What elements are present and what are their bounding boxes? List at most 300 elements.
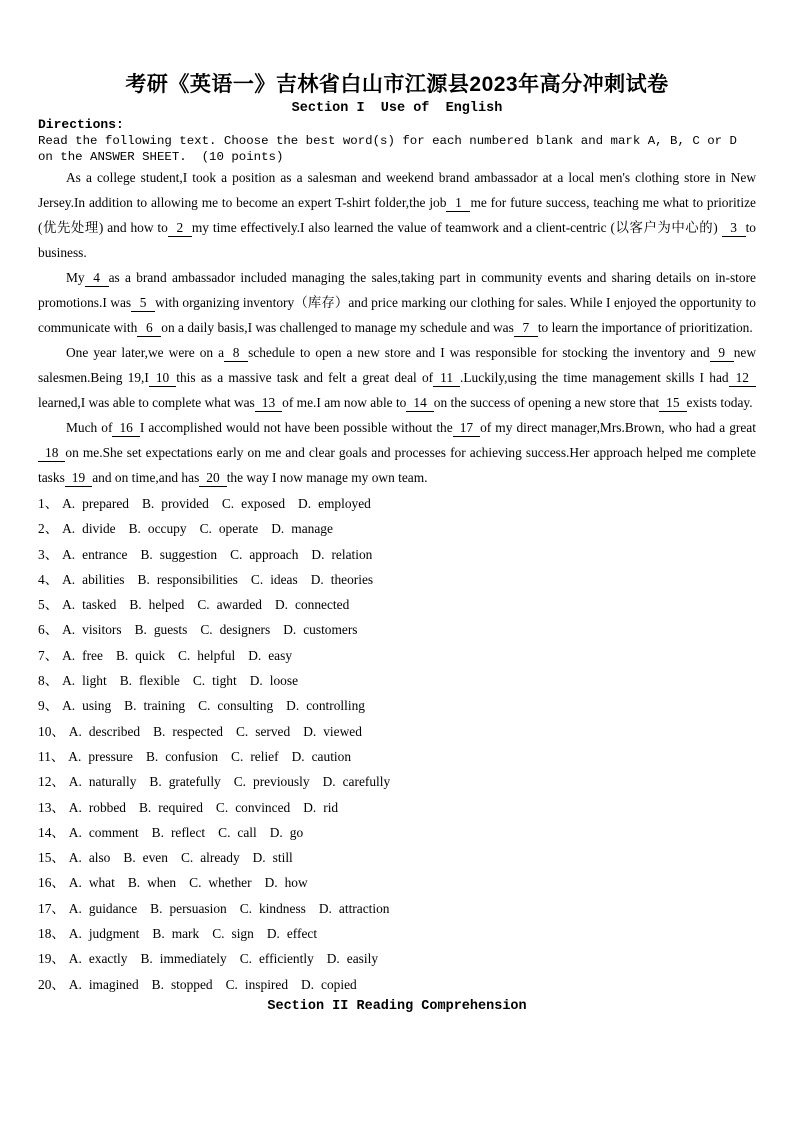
question-row bbox=[38, 972, 756, 997]
option bbox=[200, 622, 270, 637]
option bbox=[270, 825, 303, 840]
option-text: easy bbox=[268, 647, 293, 663]
option bbox=[124, 698, 185, 713]
option-letter: D. bbox=[286, 698, 300, 714]
option-text: viewed bbox=[323, 723, 362, 739]
option-text: still bbox=[272, 850, 293, 866]
option bbox=[62, 597, 116, 612]
option-letter: A. bbox=[68, 799, 82, 815]
blank-13: 13 bbox=[255, 394, 282, 412]
option bbox=[327, 951, 378, 966]
blank-14: 14 bbox=[406, 394, 433, 412]
option bbox=[135, 622, 188, 637]
option bbox=[218, 825, 257, 840]
option-text: divide bbox=[82, 521, 116, 537]
option-letter: C. bbox=[177, 647, 191, 663]
option-text: free bbox=[82, 647, 103, 663]
option-text: previously bbox=[253, 774, 310, 790]
blank-2: 2 bbox=[168, 219, 192, 237]
option bbox=[149, 774, 220, 789]
option-letter: B. bbox=[119, 673, 132, 689]
question-number: 13、 bbox=[38, 799, 65, 815]
blank-4: 4 bbox=[85, 269, 109, 287]
passage-paragraph: Much of 16 I accomplished would not have been possible without the 17 of my direct manager,Mrs.Brown, who had a great18 on me.She set expectations early on me and clear goals and processes for achieving success.Her approach helped me complete tasks 19 and on time,and has 20 the way I now manage my own team. bbox=[38, 420, 756, 485]
question-row bbox=[38, 870, 756, 895]
option bbox=[62, 698, 111, 713]
blank-1: 1 bbox=[446, 194, 470, 212]
option-text: also bbox=[88, 850, 111, 866]
option bbox=[68, 749, 133, 764]
option-letter: D. bbox=[271, 521, 285, 537]
option-text: relief bbox=[250, 748, 279, 764]
option-text: training bbox=[143, 698, 186, 714]
option bbox=[178, 648, 235, 663]
blank-8: 8 bbox=[224, 344, 248, 362]
option bbox=[69, 825, 139, 840]
option-letter: B. bbox=[134, 622, 147, 638]
question-number: 18、 bbox=[38, 926, 65, 942]
option-text: described bbox=[88, 723, 141, 739]
option-letter: A. bbox=[68, 748, 82, 764]
option-letter: B. bbox=[145, 748, 159, 764]
option bbox=[140, 951, 226, 966]
option-text: stopped bbox=[170, 976, 213, 992]
option-letter: D. bbox=[303, 723, 317, 739]
question-number: 9、 bbox=[38, 698, 59, 714]
option-text: prepared bbox=[82, 496, 129, 511]
option-letter: B. bbox=[129, 597, 142, 613]
option-text: what bbox=[88, 875, 115, 891]
option-letter: D. bbox=[303, 799, 317, 815]
blank-20: 20 bbox=[199, 469, 226, 487]
option-text: required bbox=[158, 799, 203, 815]
question-number: 12、 bbox=[38, 774, 65, 790]
option-text: pressure bbox=[88, 748, 133, 764]
blank-10: 10 bbox=[149, 369, 176, 387]
blank-9: 9 bbox=[710, 344, 734, 362]
option-text: exposed bbox=[241, 496, 286, 511]
option-text: ideas bbox=[270, 571, 298, 587]
option-text: guidance bbox=[88, 900, 138, 916]
option bbox=[123, 850, 168, 865]
option bbox=[193, 673, 237, 688]
option bbox=[128, 875, 176, 890]
option-text: gratefully bbox=[168, 774, 221, 790]
option-letter: A. bbox=[68, 824, 82, 840]
option-letter: B. bbox=[140, 951, 153, 967]
option bbox=[319, 901, 390, 916]
option bbox=[212, 926, 254, 941]
question-row bbox=[38, 719, 756, 744]
option bbox=[292, 749, 351, 764]
option-text: immediately bbox=[159, 951, 227, 967]
option-letter: B. bbox=[128, 521, 141, 537]
option-letter: A. bbox=[62, 673, 76, 689]
option-text: suggestion bbox=[159, 546, 218, 562]
option-text: quick bbox=[135, 647, 165, 663]
option-letter: A. bbox=[62, 571, 76, 587]
question-number: 7、 bbox=[38, 647, 59, 663]
option-letter: D. bbox=[264, 875, 278, 891]
option bbox=[69, 850, 111, 865]
option bbox=[138, 572, 238, 587]
option-letter: C. bbox=[200, 622, 213, 638]
option-text: how bbox=[284, 875, 308, 891]
option-letter: D. bbox=[301, 976, 315, 992]
option-letter: D. bbox=[318, 900, 332, 916]
option-letter: D. bbox=[298, 496, 312, 511]
option-letter: B. bbox=[150, 900, 163, 916]
option bbox=[236, 724, 290, 739]
option-text: entrance bbox=[82, 546, 128, 562]
option-letter: B. bbox=[127, 875, 141, 891]
option-letter: C. bbox=[192, 673, 206, 689]
option bbox=[153, 724, 223, 739]
option bbox=[251, 572, 298, 587]
option-text: theories bbox=[330, 571, 374, 587]
option bbox=[152, 825, 205, 840]
blank-18: 18 bbox=[38, 444, 65, 462]
option bbox=[69, 875, 115, 890]
option-text: occupy bbox=[147, 521, 187, 537]
blank-5: 5 bbox=[131, 294, 155, 312]
question-row bbox=[38, 516, 756, 541]
option-letter: A. bbox=[62, 647, 76, 663]
option-letter: A. bbox=[68, 976, 82, 992]
question-row bbox=[38, 820, 756, 845]
option-text: consulting bbox=[217, 698, 274, 714]
option-letter: C. bbox=[215, 799, 229, 815]
option bbox=[69, 724, 140, 739]
option bbox=[129, 521, 187, 536]
option-text: sign bbox=[231, 926, 254, 942]
option-text: controlling bbox=[306, 698, 365, 714]
option bbox=[62, 622, 121, 637]
option-letter: A. bbox=[68, 774, 82, 790]
option bbox=[62, 547, 127, 562]
option-letter: A. bbox=[62, 521, 76, 537]
option bbox=[267, 926, 317, 941]
option-text: using bbox=[82, 698, 112, 714]
question-number: 8、 bbox=[38, 673, 59, 689]
option bbox=[62, 572, 124, 587]
option bbox=[116, 648, 165, 663]
option-text: connected bbox=[295, 597, 350, 613]
option-letter: C. bbox=[199, 521, 212, 537]
directions-text: Read the following text. Choose the best word(s) for each numbered blank and mark A, B, C or D on the ANSWER SHEET. (10 points) bbox=[38, 134, 745, 164]
question-number: 20、 bbox=[38, 976, 65, 992]
section2-heading: Section II Reading Comprehension bbox=[267, 998, 527, 1014]
option-text: mark bbox=[171, 926, 200, 942]
option bbox=[216, 800, 290, 815]
option-text: loose bbox=[269, 673, 299, 689]
option-text: inspired bbox=[244, 976, 289, 992]
question-list bbox=[38, 491, 756, 997]
option-letter: B. bbox=[139, 799, 152, 815]
passage-paragraph: One year later,we were on a 8 schedule to open a new store and I was responsible for stocking the inventory and 9 new salesmen.Being 19,I 10 this as a massive task and felt a great deal of 11 .Luckily,using the time management skills I had 12learned,I was able to complete what was 13 of me.I am now able to 14 on the success of opening a new store that 15 exists today. bbox=[38, 345, 756, 410]
option bbox=[311, 547, 372, 562]
option-text: easily bbox=[346, 951, 379, 967]
option-letter: B. bbox=[151, 824, 164, 840]
option-letter: C. bbox=[221, 496, 235, 511]
option-text: helpful bbox=[197, 647, 236, 663]
option bbox=[283, 622, 357, 637]
option-text: guests bbox=[153, 622, 188, 638]
blank-6: 6 bbox=[137, 319, 161, 337]
option bbox=[140, 547, 217, 562]
option-letter: B. bbox=[137, 571, 150, 587]
question-row bbox=[38, 921, 756, 946]
option-letter: C. bbox=[212, 926, 225, 942]
option-text: caution bbox=[311, 748, 352, 764]
question-number: 5、 bbox=[38, 597, 59, 613]
option bbox=[240, 951, 314, 966]
question-row bbox=[38, 592, 756, 617]
option-text: efficiently bbox=[258, 951, 314, 967]
option-letter: D. bbox=[310, 571, 324, 587]
question-number: 3、 bbox=[38, 546, 59, 562]
option bbox=[298, 496, 371, 511]
option-letter: A. bbox=[68, 850, 82, 866]
option-letter: C. bbox=[198, 698, 211, 714]
option-text: call bbox=[237, 824, 257, 840]
option bbox=[62, 521, 116, 536]
option bbox=[248, 648, 292, 663]
option-text: imagined bbox=[88, 976, 139, 992]
option-text: relation bbox=[331, 546, 373, 562]
option-text: flexible bbox=[138, 673, 180, 689]
option-text: operate bbox=[218, 521, 259, 537]
directions-label: Directions: bbox=[38, 117, 124, 132]
option bbox=[129, 597, 184, 612]
question-row bbox=[38, 617, 756, 642]
option-text: exactly bbox=[88, 951, 128, 967]
page-title: 考研《英语一》吉林省白山市江源县2023年高分冲刺试卷 bbox=[125, 73, 669, 96]
option bbox=[311, 572, 373, 587]
blank-16: 16 bbox=[112, 419, 139, 437]
option bbox=[152, 977, 213, 992]
question-row bbox=[38, 769, 756, 794]
option-letter: C. bbox=[230, 546, 243, 562]
option bbox=[69, 951, 128, 966]
option bbox=[120, 673, 180, 688]
option-text: employed bbox=[318, 496, 371, 511]
option-letter: B. bbox=[124, 698, 137, 714]
question-number: 17、 bbox=[38, 900, 65, 916]
blank-17: 17 bbox=[453, 419, 480, 437]
option-text: tasked bbox=[82, 597, 117, 613]
passage-paragraph: My 4 as a brand ambassador included managing the sales,taking part in community events and sharing details on in-store promotions.I was 5 with organizing inventory（库存）and price marking our clothing for sales. While I enjoyed the opportunity to communicate with 6 on a daily basis,I was challenged to manage my schedule and was 7 to learn the importance of prioritization. bbox=[38, 270, 757, 335]
option-letter: C. bbox=[225, 976, 238, 992]
option-letter: B. bbox=[149, 774, 162, 790]
question-row bbox=[38, 795, 756, 820]
option-letter: D. bbox=[311, 546, 325, 562]
option-text: robbed bbox=[88, 799, 126, 815]
option-text: attraction bbox=[338, 900, 390, 916]
option bbox=[271, 521, 333, 536]
option-letter: C. bbox=[239, 951, 252, 967]
option-text: even bbox=[142, 850, 168, 866]
option-letter: A. bbox=[62, 622, 76, 638]
option-letter: D. bbox=[283, 622, 297, 638]
option-text: comment bbox=[88, 824, 139, 840]
option-text: provided bbox=[161, 496, 209, 511]
question-number: 14、 bbox=[38, 824, 65, 840]
option-letter: A. bbox=[68, 926, 82, 942]
option-letter: D. bbox=[326, 951, 340, 967]
option bbox=[323, 774, 391, 789]
option-letter: C. bbox=[180, 850, 194, 866]
option-letter: D. bbox=[252, 850, 266, 866]
question-row bbox=[38, 693, 756, 718]
option bbox=[69, 901, 137, 916]
option-text: respected bbox=[172, 723, 223, 739]
option-text: customers bbox=[303, 622, 358, 638]
option-letter: D. bbox=[269, 824, 283, 840]
option-text: tight bbox=[212, 673, 237, 689]
option bbox=[62, 496, 129, 511]
option bbox=[62, 673, 107, 688]
passage-paragraph: As a college student,I took a position as a salesman and weekend brand ambassador at a local men's clothing store in New Jersey.In addition to allowing me to become an expert T-shirt folder,the job 1 me for future success, teaching me what to prioritize (优先处理) and how to 2 my time effectively.I also learned the value of teamwork and a client-centric (以客户为中心的) 3 to business. bbox=[38, 170, 756, 260]
blank-19: 19 bbox=[65, 469, 92, 487]
blank-7: 7 bbox=[514, 319, 538, 337]
option-text: awarded bbox=[216, 597, 262, 613]
option-letter: A. bbox=[68, 723, 82, 739]
question-row bbox=[38, 845, 756, 870]
option-text: reflect bbox=[170, 824, 206, 840]
option-text: visitors bbox=[82, 622, 122, 638]
question-number: 16、 bbox=[38, 875, 65, 891]
option bbox=[146, 749, 218, 764]
option bbox=[200, 521, 259, 536]
question-number: 6、 bbox=[38, 622, 59, 638]
option-letter: B. bbox=[141, 496, 155, 511]
question-row bbox=[38, 567, 756, 592]
option-text: whether bbox=[208, 875, 252, 891]
question-number: 19、 bbox=[38, 951, 65, 967]
question-row bbox=[38, 744, 756, 769]
option-letter: B. bbox=[153, 723, 166, 739]
option-letter: D. bbox=[291, 748, 305, 764]
option bbox=[189, 875, 251, 890]
option-text: effect bbox=[286, 926, 318, 942]
option-letter: C. bbox=[189, 875, 202, 891]
option bbox=[275, 597, 349, 612]
option-letter: A. bbox=[62, 597, 76, 613]
option bbox=[181, 850, 240, 865]
option-text: approach bbox=[249, 546, 299, 562]
option bbox=[142, 496, 209, 511]
option-letter: A. bbox=[68, 951, 82, 967]
option-letter: C. bbox=[218, 824, 231, 840]
option bbox=[139, 800, 203, 815]
question-number: 4、 bbox=[38, 571, 59, 587]
option-letter: D. bbox=[274, 597, 288, 613]
option-letter: B. bbox=[115, 647, 129, 663]
option bbox=[222, 496, 285, 511]
option-letter: A. bbox=[68, 900, 82, 916]
option-text: responsibilities bbox=[156, 571, 238, 587]
blank-12: 12 bbox=[729, 369, 756, 387]
blank-3: 3 bbox=[722, 219, 746, 237]
option bbox=[230, 547, 298, 562]
option bbox=[240, 901, 306, 916]
option-letter: A. bbox=[68, 875, 82, 891]
option bbox=[250, 673, 298, 688]
option-letter: D. bbox=[322, 774, 336, 790]
option-text: go bbox=[289, 824, 304, 840]
question-number: 1、 bbox=[38, 496, 59, 511]
option-letter: D. bbox=[248, 647, 262, 663]
blank-15: 15 bbox=[659, 394, 686, 412]
option bbox=[301, 977, 357, 992]
option bbox=[62, 648, 103, 663]
option bbox=[198, 698, 273, 713]
option-letter: C. bbox=[233, 774, 247, 790]
option bbox=[303, 800, 338, 815]
option-letter: D. bbox=[249, 673, 263, 689]
option-letter: B. bbox=[123, 850, 136, 866]
option-text: confusion bbox=[165, 748, 219, 764]
question-number: 10、 bbox=[38, 723, 65, 739]
option-text: carefully bbox=[342, 774, 391, 790]
option-letter: B. bbox=[152, 926, 165, 942]
option bbox=[150, 901, 227, 916]
option-text: abilities bbox=[82, 571, 125, 587]
option-text: rid bbox=[323, 799, 339, 815]
option bbox=[234, 774, 310, 789]
option-letter: B. bbox=[151, 976, 164, 992]
option bbox=[286, 698, 365, 713]
option bbox=[265, 875, 308, 890]
option-text: helped bbox=[148, 597, 185, 613]
option-letter: C. bbox=[239, 900, 252, 916]
option-text: kindness bbox=[259, 900, 306, 916]
question-row bbox=[38, 542, 756, 567]
option-text: convinced bbox=[235, 799, 291, 815]
option-letter: C. bbox=[197, 597, 210, 613]
option-letter: D. bbox=[266, 926, 280, 942]
option bbox=[69, 800, 126, 815]
option-text: manage bbox=[291, 521, 333, 537]
option-text: light bbox=[82, 673, 107, 689]
option bbox=[231, 749, 279, 764]
question-number: 11、 bbox=[38, 748, 65, 764]
question-row bbox=[38, 946, 756, 971]
question-row bbox=[38, 896, 756, 921]
option-text: judgment bbox=[88, 926, 140, 942]
question-number: 15、 bbox=[38, 850, 65, 866]
option bbox=[303, 724, 362, 739]
option-text: persuasion bbox=[169, 900, 227, 916]
question-row bbox=[38, 668, 756, 693]
option bbox=[152, 926, 199, 941]
option bbox=[226, 977, 288, 992]
option bbox=[197, 597, 262, 612]
blank-11: 11 bbox=[433, 369, 460, 387]
option bbox=[69, 774, 137, 789]
option-text: served bbox=[255, 723, 291, 739]
option-letter: B. bbox=[140, 546, 153, 562]
option bbox=[69, 977, 139, 992]
option-letter: C. bbox=[235, 723, 249, 739]
option-text: designers bbox=[219, 622, 271, 638]
question-row bbox=[38, 491, 756, 516]
question-number: 2、 bbox=[38, 521, 59, 537]
option-letter: C. bbox=[231, 748, 244, 764]
passage bbox=[38, 165, 756, 490]
option bbox=[69, 926, 140, 941]
